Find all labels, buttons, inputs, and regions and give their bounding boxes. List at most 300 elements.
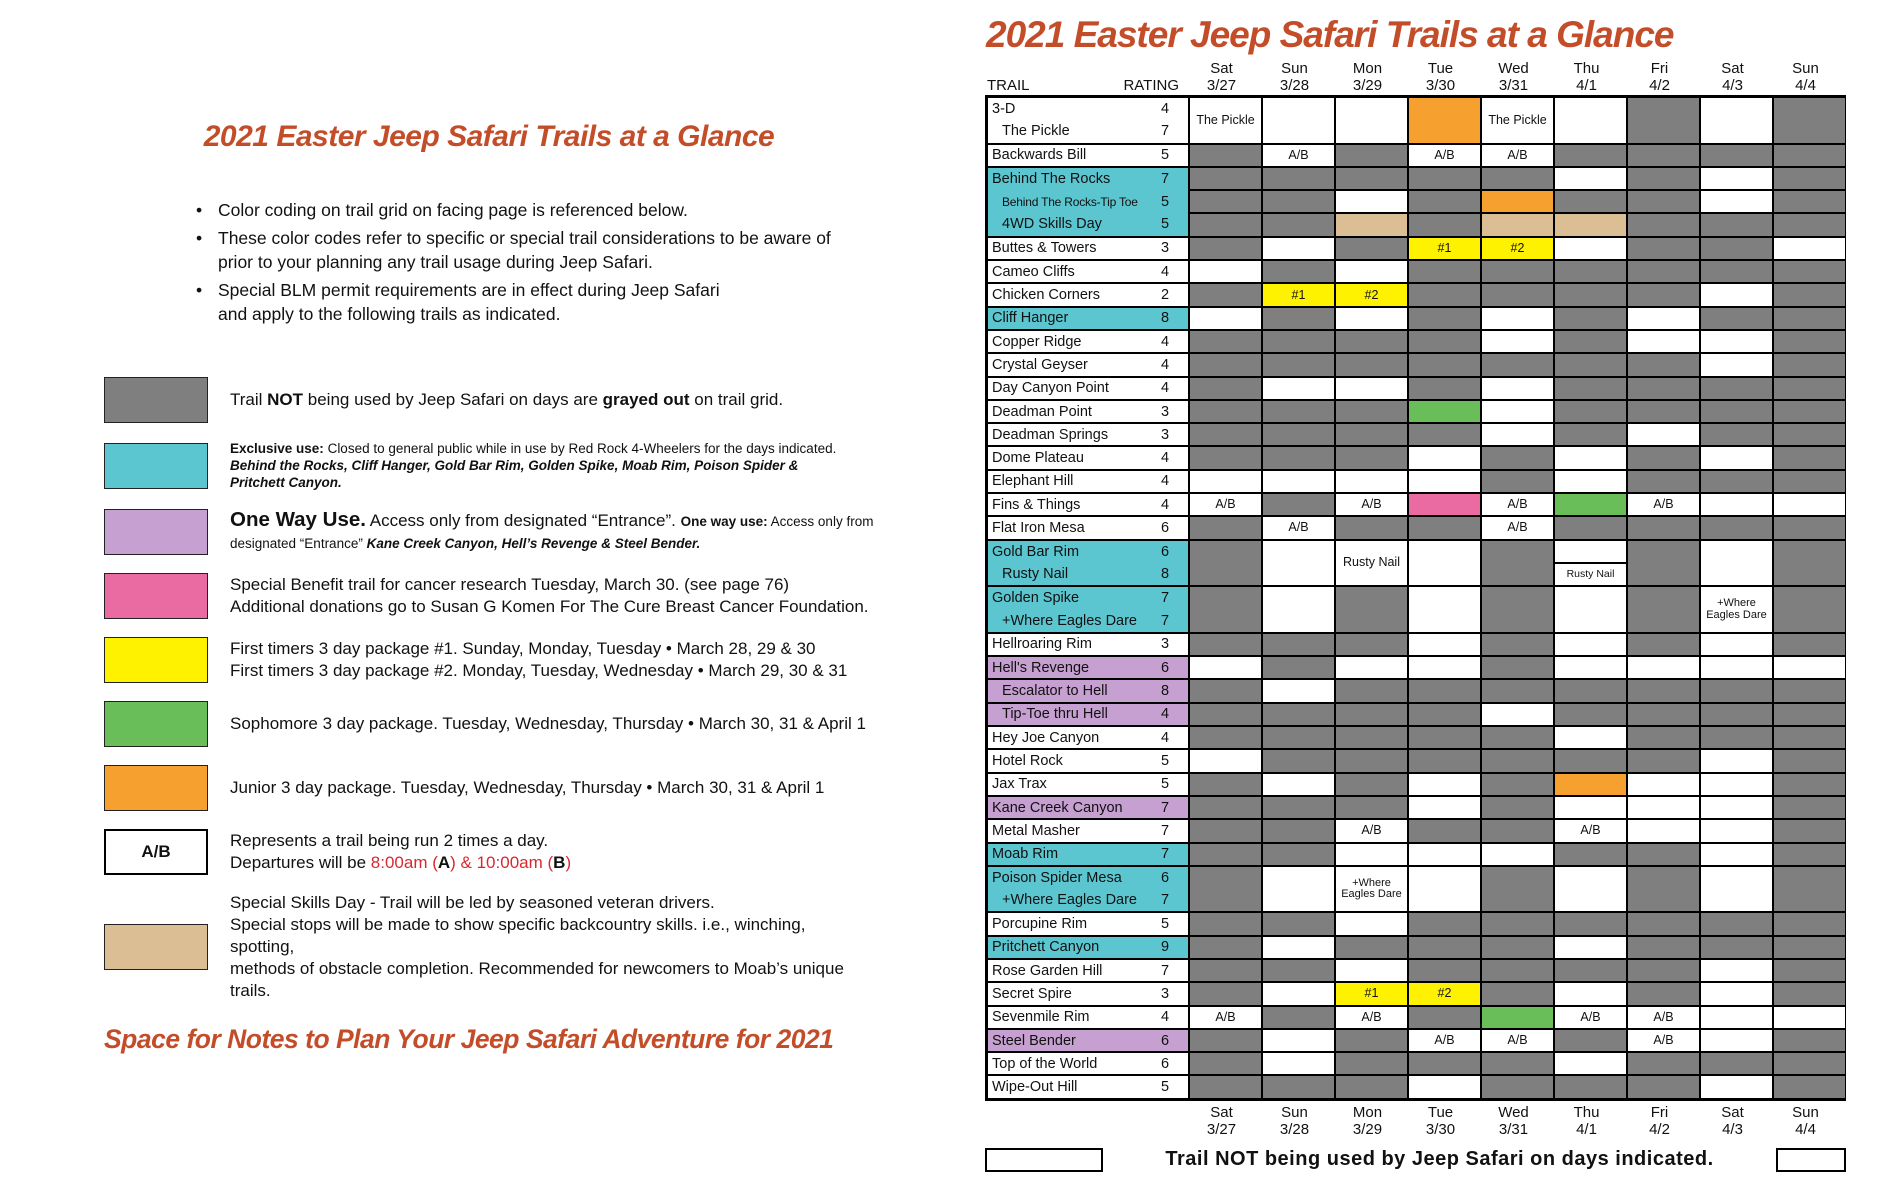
trail-rating: 4 (1160, 706, 1170, 723)
trail-name: Sevenmile Rim (992, 1009, 1090, 1026)
grid-cell (1699, 238, 1772, 259)
day-name: Sun (1792, 1103, 1819, 1121)
grid-cell (1626, 774, 1699, 795)
grid-cell (1480, 750, 1553, 771)
grid-cell (1261, 331, 1334, 352)
grid-cell (1626, 191, 1699, 212)
text-segment: Junior 3 day package. Tuesday, Wednesday, Thursday • March 30, 31 & April 1 (230, 777, 825, 797)
trail-group (988, 494, 1843, 517)
day-headers-bottom (1185, 1104, 1842, 1139)
trail-cells (1188, 471, 1845, 492)
grid-cell (1261, 378, 1334, 399)
grid-cell (1188, 960, 1261, 981)
trail-name-block (988, 1076, 1188, 1097)
trail-name-block (988, 145, 1188, 166)
grid-cell (1188, 401, 1261, 422)
trail-name-block (988, 750, 1188, 771)
day-name: Fri (1650, 60, 1669, 77)
grid-cell (1553, 331, 1626, 352)
trail-row (988, 308, 1188, 329)
grid-cell (1188, 1030, 1261, 1051)
trail-name-block (988, 1007, 1188, 1028)
text-segment: Represents a trail being run 2 times a day. (230, 830, 549, 850)
grid-cell (1188, 308, 1261, 329)
day-header (1769, 60, 1842, 95)
grid-cell (1626, 797, 1699, 818)
day-header (1185, 60, 1258, 95)
trail-name-block (988, 331, 1188, 352)
grid-cell (1699, 494, 1772, 515)
grid-cell (1553, 937, 1626, 958)
legend-line (230, 914, 874, 958)
grid-cell (1261, 214, 1334, 235)
grid-cell (1626, 727, 1699, 748)
grid-cell: A/B (1407, 145, 1480, 166)
grid-cell (1188, 145, 1261, 166)
text-segment: One Way Use. (230, 508, 366, 531)
trail-rating: 4 (1160, 263, 1170, 280)
grid-cell (1407, 471, 1480, 492)
text-segment: ) (565, 852, 572, 872)
grid-cell: #2 (1480, 238, 1553, 259)
grid-cell (1261, 867, 1334, 912)
trail-name-block (988, 308, 1188, 329)
grid-cell (1699, 145, 1772, 166)
legend-line (230, 440, 836, 457)
day-header (1331, 60, 1404, 95)
legend-item (104, 892, 874, 1002)
legend-line (230, 892, 874, 914)
grid-cell (1407, 704, 1480, 725)
trail-name: Golden Spike (992, 590, 1080, 607)
grid-row (1188, 727, 1845, 748)
trail-name: Escalator to Hell (1002, 683, 1108, 700)
bullet-marker: • (196, 200, 203, 220)
grid-cell (1334, 797, 1407, 818)
trail-group (988, 680, 1843, 703)
trail-rating: 8 (1160, 566, 1170, 583)
legend-line (230, 389, 783, 411)
legend-item (104, 376, 874, 423)
trail-row (988, 471, 1188, 492)
grid-row (1188, 98, 1845, 143)
day-header (1623, 60, 1696, 95)
trail-group (988, 1076, 1843, 1097)
grid-cell: A/B (1188, 494, 1261, 515)
grid-cell (1334, 191, 1407, 212)
grid-cell (1772, 680, 1845, 701)
grid-cell (1626, 331, 1699, 352)
grid-cell (1480, 1076, 1553, 1097)
legend-item-text (230, 440, 836, 491)
grid-cell (1334, 308, 1407, 329)
grid-cell (1699, 168, 1772, 189)
trail-name: Hey Joe Canyon (992, 729, 1100, 746)
grid-cell (1553, 704, 1626, 725)
trail-row (988, 704, 1188, 725)
grid-row (1188, 1076, 1845, 1097)
grid-cell (1772, 983, 1845, 1004)
trail-name-block (988, 680, 1188, 701)
trail-rating: 4 (1160, 473, 1170, 490)
grid-cell (1261, 541, 1334, 586)
day-header (1769, 1104, 1842, 1139)
trail-cells (1188, 1053, 1845, 1074)
day-date: 3/28 (1279, 1120, 1310, 1138)
grid-cell (1407, 657, 1480, 678)
grid-cell (1188, 704, 1261, 725)
trail-cells (1188, 750, 1845, 771)
grid-cell: A/B (1626, 1007, 1699, 1028)
day-name: Thu (1573, 1103, 1600, 1121)
trail-group (988, 750, 1843, 773)
grid-cell (1261, 1053, 1334, 1074)
grid-cell (1772, 238, 1845, 259)
trail-group (988, 471, 1843, 494)
trail-group (988, 1030, 1843, 1053)
grid-cell (1407, 820, 1480, 841)
purple-swatch (104, 509, 208, 555)
day-date: 3/29 (1352, 77, 1383, 94)
grid-cell (1480, 471, 1553, 492)
grid-row (1188, 937, 1845, 958)
grid-cell (1407, 960, 1480, 981)
bullet-marker: • (196, 280, 203, 300)
text-segment: Access only from (767, 514, 874, 529)
trail-cells (1188, 331, 1845, 352)
trail-row (988, 797, 1188, 818)
grid-row (1188, 447, 1845, 468)
grid-cell: A/B (1334, 820, 1407, 841)
grid-cell (1480, 634, 1553, 655)
grid-cell (1772, 517, 1845, 538)
grid-cell (1188, 331, 1261, 352)
grid-cell (1772, 541, 1845, 586)
grid-cell (1480, 1007, 1553, 1028)
grid-cell (1261, 401, 1334, 422)
grid-cell (1261, 680, 1334, 701)
trail-row (988, 1053, 1188, 1074)
grid-cell (1261, 587, 1334, 632)
grid-cell (1334, 634, 1407, 655)
grid-cell (1188, 471, 1261, 492)
trail-rating: 4 (1160, 356, 1170, 373)
grid-cell (1772, 401, 1845, 422)
grid-cell (1480, 1053, 1553, 1074)
trail-rating: 7 (1160, 590, 1170, 607)
trail-name: Hell's Revenge (992, 659, 1090, 676)
trail-name: Flat Iron Mesa (992, 519, 1085, 536)
legend-item-text (230, 638, 847, 682)
grid-cell (1699, 1053, 1772, 1074)
legend-item (104, 572, 874, 619)
trail-name: Elephant Hill (992, 473, 1074, 490)
gray-swatch-left (985, 1148, 1103, 1172)
grid-cell (1699, 657, 1772, 678)
day-date: 4/3 (1722, 1120, 1743, 1138)
trail-cells (1188, 98, 1845, 143)
grid-row (1188, 913, 1845, 934)
trail-group (988, 727, 1843, 750)
day-date: 4/1 (1576, 1120, 1597, 1138)
trail-row (988, 634, 1188, 655)
grid-cell (1699, 680, 1772, 701)
legend-line (230, 713, 866, 735)
trail-name-block (988, 937, 1188, 958)
grid-cell (1626, 867, 1699, 912)
grid-row (1188, 1053, 1845, 1074)
trail-name-block (988, 704, 1188, 725)
bullet-item (196, 226, 874, 274)
grid-cell (1261, 168, 1334, 189)
trail-cells (1188, 774, 1845, 795)
bullet-line: and apply to the following trails as indicated. (218, 304, 561, 324)
grid-cell (1553, 844, 1626, 865)
trail-rating: 5 (1160, 916, 1170, 933)
pink-swatch (104, 573, 208, 619)
trail-name: +Where Eagles Dare (1002, 892, 1137, 909)
trail-cells (1188, 261, 1845, 282)
grid-cell (1407, 587, 1480, 632)
grid-cell (1261, 354, 1334, 375)
grid-cell (1261, 191, 1334, 212)
trail-name: Cliff Hanger (992, 310, 1069, 327)
grid-cell: A/B (1188, 1007, 1261, 1028)
legend-line (230, 660, 847, 682)
text-segment: Departures will be (230, 852, 371, 872)
grid-cell (1772, 261, 1845, 282)
grid-cell (1261, 704, 1334, 725)
grid-cell (1553, 168, 1626, 189)
trail-name: Kane Creek Canyon (992, 799, 1123, 816)
grid-cell (1480, 797, 1553, 818)
grid-cell (1334, 424, 1407, 445)
grid-cell (1261, 750, 1334, 771)
intro-bullets (196, 198, 874, 326)
right-page (952, 14, 1882, 1172)
grid-cell (1188, 354, 1261, 375)
trail-row (988, 354, 1188, 375)
trail-cells (1188, 401, 1845, 422)
trail-group (988, 587, 1843, 634)
trail-row (988, 378, 1188, 399)
text-segment: Sophomore 3 day package. Tuesday, Wednesday, Thursday • March 30, 31 & April 1 (230, 713, 866, 733)
grid-cell (1626, 424, 1699, 445)
grid-row (1188, 189, 1845, 212)
grid-cell (1626, 308, 1699, 329)
trail-row (988, 610, 1188, 632)
text-segment: Closed to general public while in use by Red Rock 4-Wheelers for the days indicated. (323, 441, 837, 456)
legend-item (104, 636, 874, 683)
trail-name: Wipe-Out Hill (992, 1079, 1078, 1096)
trail-name-block (988, 447, 1188, 468)
trail-rating: 4 (1160, 496, 1170, 513)
trail-cells (1188, 1007, 1845, 1028)
grid-cell: A/B (1480, 494, 1553, 515)
grid-cell (1188, 261, 1261, 282)
trail-name-block (988, 517, 1188, 538)
grid-cell (1553, 214, 1626, 235)
trail-rating: 5 (1160, 147, 1170, 164)
grid-cell (1188, 867, 1261, 912)
grid-cell (1334, 913, 1407, 934)
grid-cell (1188, 844, 1261, 865)
text-segment: trails. (230, 981, 271, 1000)
day-header (1696, 1104, 1769, 1139)
legend-item (104, 764, 874, 811)
grid-cell (1772, 284, 1845, 305)
bullet-text (218, 226, 831, 274)
grid-row (1188, 541, 1845, 586)
trail-name-block (988, 727, 1188, 748)
trail-name: Day Canyon Point (992, 380, 1109, 397)
grid-cell (1261, 1007, 1334, 1028)
trail-name: The Pickle (1002, 123, 1070, 140)
text-segment: Special stops will be made to show specific backcountry skills. i.e., winching, spotting, (230, 915, 806, 956)
grid-cell (1626, 354, 1699, 375)
day-name: Tue (1427, 60, 1454, 77)
grid-cell: Rusty Nail (1334, 541, 1407, 586)
grid-cell (1699, 447, 1772, 468)
trail-group (988, 867, 1843, 914)
day-header (1185, 1104, 1258, 1139)
grid-cell (1407, 913, 1480, 934)
trail-row (988, 587, 1188, 609)
trail-group (988, 447, 1843, 470)
text-segment: Behind the Rocks, Cliff Hanger, Gold Bar Rim, Golden Spike, Moab Rim, Poison Spider & (230, 458, 799, 473)
trail-name-block (988, 960, 1188, 981)
grid-cell (1626, 960, 1699, 981)
grid-cell (1407, 750, 1480, 771)
text-segment: Additional donations go to Susan G Komen For The Cure Breast Cancer Foundation. (230, 596, 869, 616)
yellow-swatch (104, 637, 208, 683)
grid-cell (1699, 98, 1772, 143)
grid-cell (1553, 867, 1626, 912)
trail-name: Hellroaring Rim (992, 636, 1092, 653)
grid-cell (1261, 1030, 1334, 1051)
grid-cell (1772, 727, 1845, 748)
trail-name-block (988, 378, 1188, 399)
trail-cells (1188, 168, 1845, 236)
grid-cell (1480, 727, 1553, 748)
trail-cells (1188, 1076, 1845, 1097)
grid-cell (1699, 1076, 1772, 1097)
trail-cells (1188, 797, 1845, 818)
trail-name: Deadman Point (992, 403, 1092, 420)
day-date: 3/27 (1206, 77, 1237, 94)
grid-cell (1407, 354, 1480, 375)
grid-cell (1699, 541, 1772, 586)
trail-row (988, 889, 1188, 911)
grid-cell (1772, 867, 1845, 912)
trail-rating: 7 (1160, 612, 1170, 629)
trail-group (988, 284, 1843, 307)
trail-group (988, 797, 1843, 820)
trail-group (988, 983, 1843, 1006)
trail-rating: 7 (1160, 171, 1170, 188)
grid-cell (1480, 284, 1553, 305)
grid-cell: A/B (1334, 494, 1407, 515)
grid-cell (1261, 238, 1334, 259)
grid-cell (1772, 587, 1845, 632)
grid-cell (1626, 937, 1699, 958)
grid-cell (1407, 867, 1480, 912)
grid-cell (1772, 937, 1845, 958)
trail-rating: 5 (1160, 1079, 1170, 1096)
bullet-marker: • (196, 228, 203, 248)
grid-row (1188, 308, 1845, 329)
trail-cells (1188, 983, 1845, 1004)
day-date: 3/31 (1498, 77, 1529, 94)
trail-name: Pritchett Canyon (992, 939, 1100, 956)
trail-cells (1188, 284, 1845, 305)
grid-cell: A/B (1334, 1007, 1407, 1028)
trail-rating: 7 (1160, 123, 1170, 140)
legend-item-text (230, 892, 874, 1002)
trail-cells (1188, 238, 1845, 259)
trail-name-block (988, 424, 1188, 445)
trail-cells (1188, 820, 1845, 841)
grid-cell (1699, 774, 1772, 795)
trail-name-block (988, 168, 1188, 236)
grid-cell (1334, 447, 1407, 468)
trail-row (988, 1007, 1188, 1028)
trail-rating: 6 (1160, 1032, 1170, 1049)
grid-cell: A/B (1261, 145, 1334, 166)
grid-cell (1261, 1076, 1334, 1097)
trail-group (988, 401, 1843, 424)
grid-row (1188, 494, 1845, 515)
grid-cell (1626, 168, 1699, 189)
grid-cell (1188, 517, 1261, 538)
trail-rating: 7 (1160, 846, 1170, 863)
grid-row (1188, 238, 1845, 259)
trail-group (988, 913, 1843, 936)
gray-swatch (104, 377, 208, 423)
grid-cell (1553, 680, 1626, 701)
grid-cell (1334, 238, 1407, 259)
legend-item-text (230, 574, 869, 618)
grid-cell (1626, 401, 1699, 422)
grid-cell (1480, 331, 1553, 352)
grid-cell (1188, 1053, 1261, 1074)
grid-cell (1261, 774, 1334, 795)
grid-cell (1699, 471, 1772, 492)
text-segment: Trail (230, 389, 268, 409)
day-name: Mon (1352, 60, 1383, 77)
grid-cell (1334, 727, 1407, 748)
trail-name-block (988, 774, 1188, 795)
grid-cell (1334, 354, 1407, 375)
trail-group (988, 378, 1843, 401)
trail-name: Copper Ridge (992, 333, 1082, 350)
grid-cell (1261, 797, 1334, 818)
grid-cell (1772, 471, 1845, 492)
grid-cell (1407, 401, 1480, 422)
trail-name: Behind The Rocks (992, 171, 1111, 188)
grid-cell (1188, 913, 1261, 934)
grid-cell (1772, 214, 1845, 235)
grid-cell (1626, 634, 1699, 655)
day-header (1404, 60, 1477, 95)
day-header (1550, 1104, 1623, 1139)
grid-cell (1553, 284, 1626, 305)
grid-cell (1699, 214, 1772, 235)
grid-row (1188, 168, 1845, 189)
grid-cell (1334, 1030, 1407, 1051)
grid-cell (1553, 960, 1626, 981)
grid-cell (1699, 331, 1772, 352)
